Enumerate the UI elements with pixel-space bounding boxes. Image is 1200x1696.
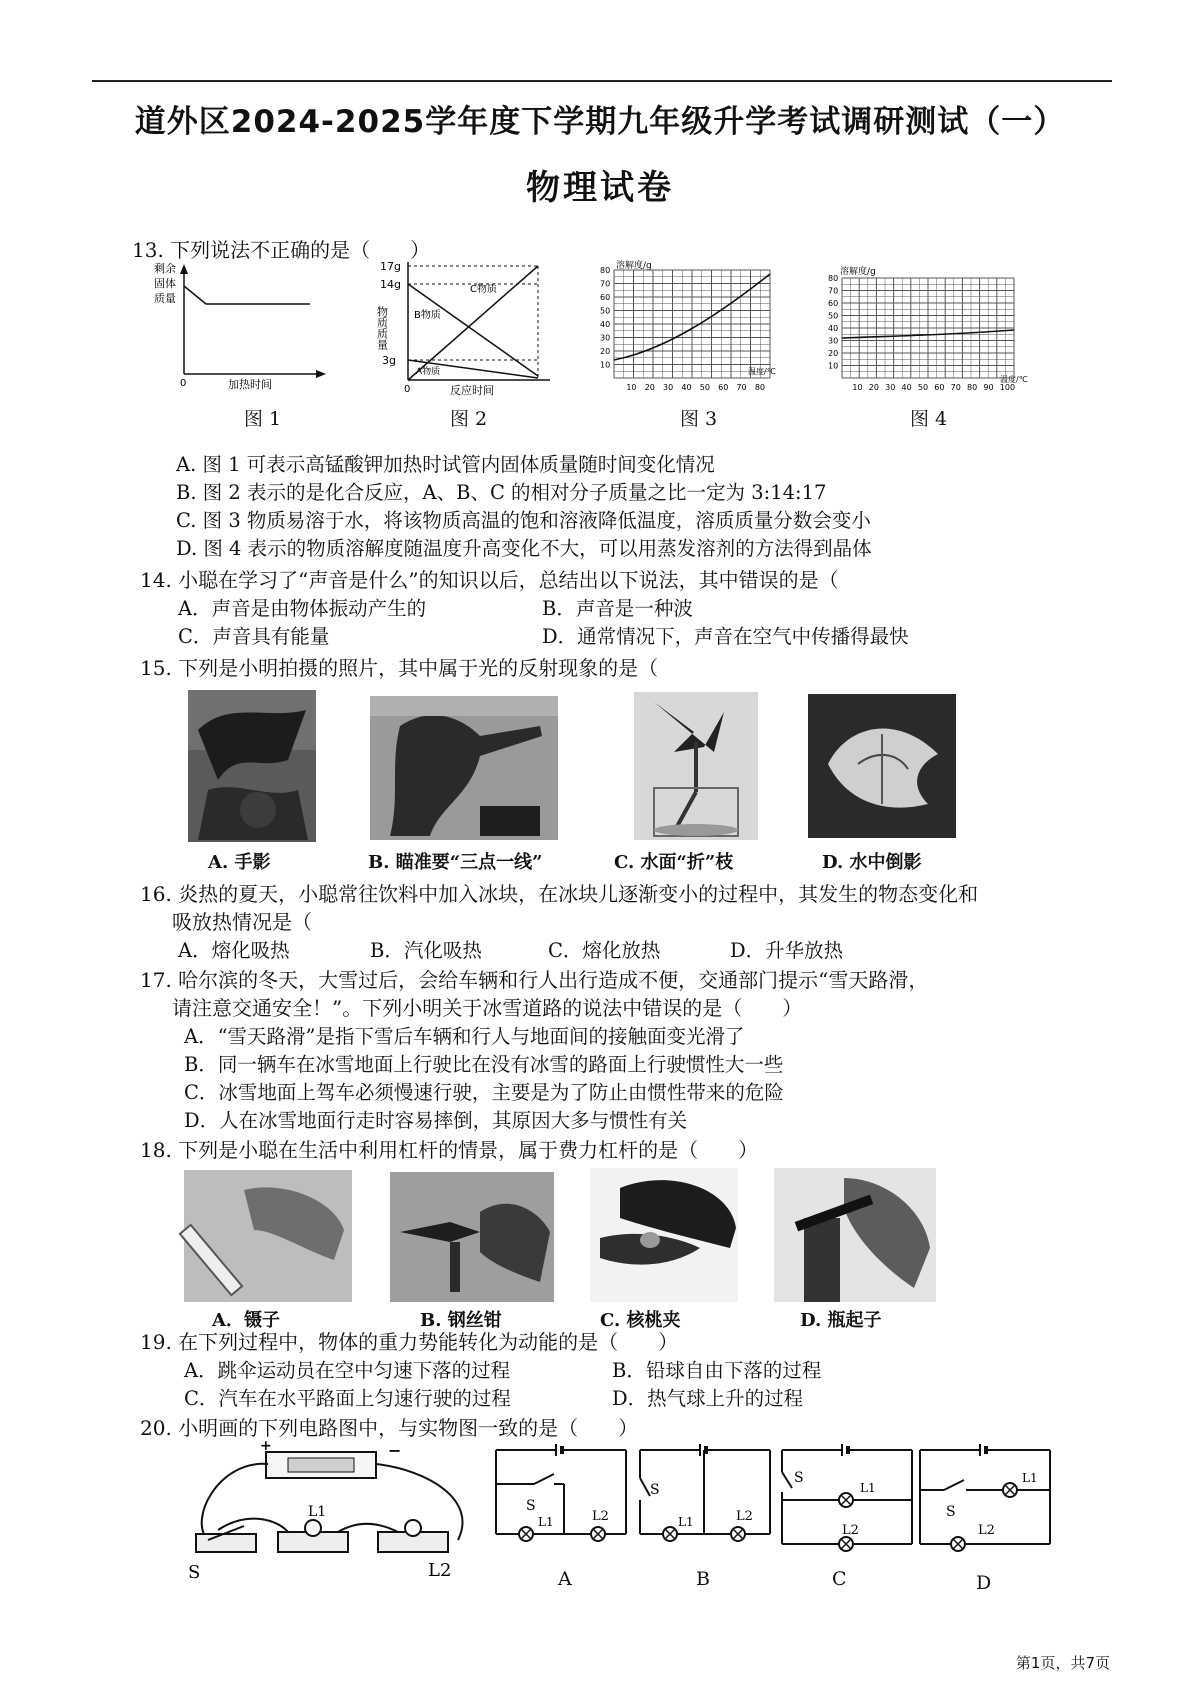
q16-option-b: B．汽化吸热 xyxy=(370,939,482,962)
physical-l2: L2 xyxy=(428,1560,452,1581)
fig2-y3: 3g xyxy=(382,354,396,367)
fig4-xtick: 10 xyxy=(852,383,863,392)
fig3-ytick: 30 xyxy=(600,333,611,343)
q18-caption-c: C. 核桃夹 xyxy=(600,1310,681,1331)
q17-option-b: B．同一辆车在冰雪地面上行驶比在没有冰雪的路面上行驶惯性大一些 xyxy=(184,1053,784,1076)
fig1-caption: 图 1 xyxy=(244,408,282,430)
q18-photo-nutcracker xyxy=(590,1168,738,1302)
fig3-ytick: 80 xyxy=(600,266,611,275)
fig4-xtick: 40 xyxy=(901,383,912,392)
q18-photo-tweezers xyxy=(184,1170,352,1302)
fig2-y14: 14g xyxy=(380,278,401,291)
q13-option-a: A. 图 1 可表示高锰酸钾加热时试管内固体质量随时间变化情况 xyxy=(176,453,715,476)
fig3-ytick: 60 xyxy=(600,293,611,302)
q20-circuit-a xyxy=(494,1444,628,1544)
q15-photo-reflection xyxy=(808,694,956,838)
fig3-xtick: 30 xyxy=(663,383,674,392)
q15-photo-bent-twig xyxy=(634,692,758,840)
q19-option-b: B．铅球自由下落的过程 xyxy=(612,1359,822,1382)
page-number: 第1页，共7页 xyxy=(1015,1654,1110,1672)
q18-caption-d: D. 瓶起子 xyxy=(800,1310,882,1331)
q20-stem: 20. 小明画的下列电路图中，与实物图一致的是（ ） xyxy=(140,1416,639,1440)
exam-title: 道外区2024-2025学年度下学期九年级升学考试调研测试（一） xyxy=(134,104,1066,140)
q16-option-d: D．升华放热 xyxy=(730,939,844,962)
q14-option-b: B．声音是一种波 xyxy=(542,597,693,620)
q20-circuit-c xyxy=(780,1444,914,1554)
svg-text:L1: L1 xyxy=(538,1515,554,1529)
q14-stem: 14. 小聪在学习了“声音是什么”的知识以后，总结出以下说法，其中错误的是（ xyxy=(140,568,839,592)
battery-minus: − xyxy=(388,1441,402,1460)
fig2-label-a: A物质 xyxy=(416,367,441,377)
q13-option-b: B. 图 2 表示的是化合反应，A、B、C 的相对分子质量之比一定为 3:14:17 xyxy=(176,481,827,504)
q15-caption-a: A. 手影 xyxy=(208,852,271,873)
q17-stem-line-1: 17. 哈尔滨的冬天，大雪过后，会给车辆和行人出行造成不便，交通部门提示“雪天路滑， xyxy=(140,968,929,992)
svg-text:S: S xyxy=(946,1504,956,1520)
physical-s: S xyxy=(188,1562,201,1583)
fig4-xlabel: 温度/℃ xyxy=(1000,375,1028,384)
circuit-c-switch xyxy=(782,1472,792,1488)
q20-choice-c: C xyxy=(832,1568,847,1590)
fig1-origin: 0 xyxy=(180,378,187,389)
fig3-xtick: 80 xyxy=(754,383,766,392)
q13-figure-2 xyxy=(375,256,558,406)
q14-option-d: D．通常情况下，声音在空气中传播得最快 xyxy=(542,625,909,648)
fig4-xtick: 30 xyxy=(885,383,896,392)
svg-text:S: S xyxy=(526,1498,536,1514)
fig1-xlabel: 加热时间 xyxy=(228,378,272,391)
q15-photo-aiming xyxy=(370,696,558,840)
fig4-ytick: 70 xyxy=(828,286,839,296)
fig2-ylabel: 物质质量 xyxy=(375,306,389,350)
q13-stem: 13. 下列说法不正确的是（ ） xyxy=(132,238,431,262)
physical-l1: L1 xyxy=(308,1504,327,1520)
fig3-ytick: 10 xyxy=(600,360,611,370)
q15-caption-c: C. 水面“折”枝 xyxy=(614,852,734,873)
fig3-xtick: 50 xyxy=(699,383,710,392)
fig2-y17: 17g xyxy=(380,260,401,273)
svg-text:L2: L2 xyxy=(736,1509,753,1524)
q19-stem: 19. 在下列过程中，物体的重力势能转化为动能的是（ ） xyxy=(140,1330,679,1354)
fig3-xtick: 20 xyxy=(644,383,655,392)
header-rule xyxy=(92,80,1112,82)
fig3-ytick: 20 xyxy=(600,347,611,356)
q18-photo-pliers xyxy=(390,1172,554,1302)
q17-stem-line-2: 请注意交通安全！”。下列小明关于冰雪道路的说法中错误的是（ ） xyxy=(172,996,803,1020)
fig4-xtick: 50 xyxy=(917,383,929,392)
q17-option-d: D．人在冰雪地面行走时容易摔倒，其原因大多与惯性有关 xyxy=(184,1109,688,1132)
q14-option-c: C．声音具有能量 xyxy=(178,625,330,648)
fig4-ytick: 50 xyxy=(828,311,839,321)
svg-text:L1: L1 xyxy=(1022,1471,1038,1485)
q16-option-c: C．熔化放热 xyxy=(548,939,661,962)
fig3-xtick: 70 xyxy=(736,383,747,392)
fig4-xtick: 100 xyxy=(999,383,1016,392)
fig4-ylabel: 溶解度/g xyxy=(840,267,876,277)
q20-physical-circuit xyxy=(188,1438,488,1583)
q15-stem: 15. 下列是小明拍摄的照片，其中属于光的反射现象的是（ xyxy=(140,656,659,680)
svg-text:S: S xyxy=(794,1470,804,1486)
fig1-ylabel-3: 质量 xyxy=(154,292,176,305)
q14-option-a: A．声音是由物体振动产生的 xyxy=(178,597,427,620)
fig4-ytick: 40 xyxy=(828,324,839,333)
svg-text:L2: L2 xyxy=(592,1509,609,1524)
svg-text:L1: L1 xyxy=(678,1515,694,1529)
switch-base xyxy=(196,1534,256,1552)
fig3-xtick: 60 xyxy=(718,383,729,392)
q18-stem: 18. 下列是小聪在生活中利用杠杆的情景，属于费力杠杆的是（ ） xyxy=(140,1138,759,1162)
q20-choice-d: D xyxy=(976,1572,992,1594)
q16-stem-line-1: 16. 炎热的夏天，小聪常往饮料中加入冰块，在冰块儿逐渐变小的过程中，其发生的物态变化和 xyxy=(140,882,979,906)
q18-photo-bottle-opener xyxy=(774,1168,936,1302)
fig1-curve xyxy=(184,286,310,304)
q19-option-a: A．跳伞运动员在空中匀速下落的过程 xyxy=(184,1359,511,1382)
fig3-ytick: 40 xyxy=(600,320,611,329)
q16-stem-line-2: 吸放热情况是（ xyxy=(172,910,312,934)
fig3-xtick: 40 xyxy=(681,383,692,392)
fig4-ytick: 20 xyxy=(828,349,839,358)
q17-option-c: C．冰雪地面上驾车必须慢速行驶，主要是为了防止由惯性带来的危险 xyxy=(184,1081,784,1104)
svg-text:L1: L1 xyxy=(860,1481,876,1495)
fig4-xtick: 70 xyxy=(950,383,961,392)
q20-choice-a: A xyxy=(558,1568,572,1590)
svg-text:L2: L2 xyxy=(978,1523,995,1538)
q19-option-c: C．汽车在水平路面上匀速行驶的过程 xyxy=(184,1387,511,1410)
q15-caption-b: B. 瞄准要“三点一线” xyxy=(368,852,543,873)
q13-figure-3 xyxy=(598,258,788,408)
fig4-ytick: 80 xyxy=(828,274,839,283)
q16-option-a: A．熔化吸热 xyxy=(178,939,290,962)
fig3-caption: 图 3 xyxy=(680,408,718,430)
q13-figure-1 xyxy=(150,262,330,402)
exam-subtitle: 物理试卷 xyxy=(526,168,674,208)
fig3-ylabel: 溶解度/g xyxy=(616,261,652,271)
fig4-xtick: 90 xyxy=(983,383,994,392)
q17-option-a: A．“雪天路滑”是指下雪后车辆和行人与地面间的接触面变光滑了 xyxy=(184,1025,745,1048)
fig4-caption: 图 4 xyxy=(910,408,948,430)
fig1-ylabel-1: 剩余 xyxy=(154,262,176,275)
q15-photo-hand-shadow xyxy=(188,690,316,842)
fig2-caption: 图 2 xyxy=(450,408,488,430)
battery-plus: + xyxy=(260,1438,272,1454)
fig4-xtick: 80 xyxy=(967,383,978,392)
q18-caption-a: A．镊子 xyxy=(212,1310,280,1331)
fig4-xtick: 60 xyxy=(934,383,945,392)
svg-text:S: S xyxy=(650,1482,660,1498)
q13-figure-4 xyxy=(824,266,1034,408)
q20-circuit-d xyxy=(918,1444,1052,1554)
q13-option-d: D. 图 4 表示的物质溶解度随温度升高变化不大，可以用蒸发溶剂的方法得到晶体 xyxy=(176,537,872,560)
fig2-origin: 0 xyxy=(404,384,411,395)
svg-text:L2: L2 xyxy=(842,1523,859,1538)
q15-caption-d: D. 水中倒影 xyxy=(822,852,922,873)
q19-option-d: D．热气球上升的过程 xyxy=(612,1387,804,1410)
fig4-xtick: 20 xyxy=(868,383,879,392)
fig3-ytick: 70 xyxy=(600,279,611,289)
q20-circuit-b xyxy=(638,1444,772,1544)
fig4-ytick: 10 xyxy=(828,361,839,371)
q20-choice-b: B xyxy=(696,1568,710,1590)
fig4-ytick: 30 xyxy=(828,336,839,346)
circuit-a-switch xyxy=(534,1474,554,1484)
fig3-ytick: 50 xyxy=(600,306,611,316)
fig3-xlabel: 温度/℃ xyxy=(748,367,776,376)
fig4-ytick: 60 xyxy=(828,299,839,308)
fig3-xtick: 10 xyxy=(626,383,637,392)
q13-option-c: C. 图 3 物质易溶于水，将该物质高温的饱和溶液降低温度，溶质质量分数会变小 xyxy=(176,509,871,532)
circuit-d-switch xyxy=(944,1480,964,1490)
fig1-ylabel-2: 固体 xyxy=(154,277,176,290)
fig2-xlabel: 反应时间 xyxy=(450,384,494,397)
fig2-label-c: C物质 xyxy=(470,284,497,295)
circuit-b-switch xyxy=(640,1478,650,1496)
fig2-label-b: B物质 xyxy=(414,310,441,321)
q18-caption-b: B. 钢丝钳 xyxy=(420,1310,502,1331)
